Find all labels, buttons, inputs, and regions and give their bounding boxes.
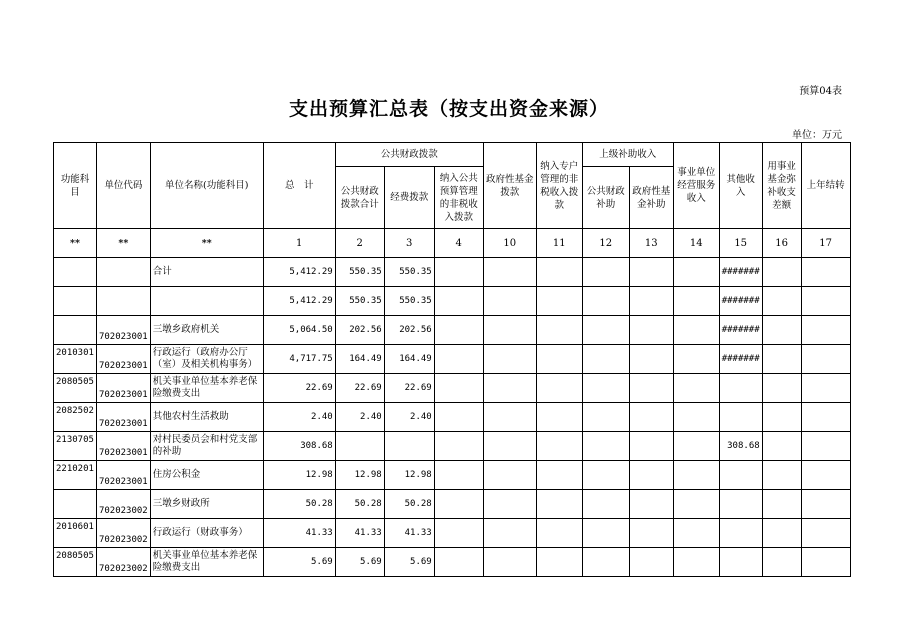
business-income-cell [673, 403, 719, 432]
unit-name-cell: 对村民委员会和村党支部的补助 [150, 432, 263, 461]
index-cell: 13 [629, 229, 673, 258]
func-code-cell [54, 316, 97, 345]
business-income-cell [673, 316, 719, 345]
gov-fund-cell [483, 316, 536, 345]
carryover-cell [801, 461, 850, 490]
pf-total-cell: 50.28 [335, 490, 384, 519]
sup-gov-fund-cell [629, 519, 673, 548]
func-code-cell [54, 287, 97, 316]
unit-name-cell: 住房公积金 [150, 461, 263, 490]
table-row [54, 287, 851, 316]
gov-fund-cell [483, 374, 536, 403]
form-number: 预算04表 [799, 86, 842, 97]
fund-offset-cell [762, 287, 801, 316]
table-row [54, 461, 851, 490]
pf-total-cell: 164.49 [335, 345, 384, 374]
pf-funds-cell: 41.33 [384, 519, 434, 548]
pf-total-cell: 550.35 [335, 258, 384, 287]
header-pf-funds: 经费拨款 [384, 167, 434, 229]
carryover-cell [801, 490, 850, 519]
fund-offset-cell [762, 374, 801, 403]
total-cell: 5.69 [263, 548, 335, 577]
pf-funds-cell: 550.35 [384, 258, 434, 287]
sup-gov-fund-cell [629, 432, 673, 461]
table-row [54, 258, 851, 287]
index-cell: 12 [582, 229, 629, 258]
table-body [54, 258, 851, 577]
unit-name-cell [150, 287, 263, 316]
table-header [54, 143, 851, 258]
other-income-cell: ####### [719, 287, 762, 316]
gov-fund-cell [483, 519, 536, 548]
header-other-income: 其他收入 [719, 143, 762, 229]
fund-offset-cell [762, 490, 801, 519]
other-income-cell [719, 403, 762, 432]
total-cell: 308.68 [263, 432, 335, 461]
total-cell: 12.98 [263, 461, 335, 490]
index-cell: ** [150, 229, 263, 258]
func-code-cell: 2082502 [54, 403, 97, 432]
sup-gov-fund-cell [629, 374, 673, 403]
fund-offset-cell [762, 548, 801, 577]
sup-public-cell [582, 519, 629, 548]
unit-code-cell: 702023001 [96, 461, 150, 490]
table-row [54, 548, 851, 577]
other-income-cell [719, 490, 762, 519]
func-code-cell: 2210201 [54, 461, 97, 490]
fund-offset-cell [762, 345, 801, 374]
table-row [54, 345, 851, 374]
unit-code-cell: 702023001 [96, 316, 150, 345]
special-nontax-cell [536, 374, 582, 403]
unit-label: 单位：万元 [792, 130, 842, 141]
header-fund-offset: 用事业基金弥补收支差额 [762, 143, 801, 229]
func-code-cell: 2080505 [54, 548, 97, 577]
pf-total-cell: 550.35 [335, 287, 384, 316]
other-income-cell [719, 461, 762, 490]
table-row [54, 403, 851, 432]
table-row [54, 490, 851, 519]
sup-gov-fund-cell [629, 287, 673, 316]
unit-name-cell: 行政运行（财政事务） [150, 519, 263, 548]
gov-fund-cell [483, 287, 536, 316]
business-income-cell [673, 519, 719, 548]
sup-public-cell [582, 548, 629, 577]
pf-nontax-cell [434, 287, 483, 316]
header-total: 总 计 [263, 143, 335, 229]
other-income-cell: 308.68 [719, 432, 762, 461]
gov-fund-cell [483, 432, 536, 461]
header-unit-code: 单位代码 [96, 143, 150, 229]
pf-nontax-cell [434, 519, 483, 548]
sup-public-cell [582, 316, 629, 345]
total-cell: 5,064.50 [263, 316, 335, 345]
carryover-cell [801, 403, 850, 432]
pf-funds-cell: 2.40 [384, 403, 434, 432]
index-cell: 1 [263, 229, 335, 258]
total-cell: 41.33 [263, 519, 335, 548]
index-cell: 4 [434, 229, 483, 258]
carryover-cell [801, 287, 850, 316]
fund-offset-cell [762, 403, 801, 432]
pf-total-cell: 202.56 [335, 316, 384, 345]
sup-public-cell [582, 403, 629, 432]
total-cell: 4,717.75 [263, 345, 335, 374]
sup-gov-fund-cell [629, 461, 673, 490]
unit-name-cell: 机关事业单位基本养老保险缴费支出 [150, 374, 263, 403]
special-nontax-cell [536, 403, 582, 432]
pf-nontax-cell [434, 258, 483, 287]
sup-gov-fund-cell [629, 345, 673, 374]
special-nontax-cell [536, 490, 582, 519]
special-nontax-cell [536, 258, 582, 287]
unit-code-cell [96, 287, 150, 316]
carryover-cell [801, 345, 850, 374]
table-row [54, 519, 851, 548]
header-special-nontax: 纳入专户管理的非税收入拨款 [536, 143, 582, 229]
index-cell: 15 [719, 229, 762, 258]
index-cell: 16 [762, 229, 801, 258]
func-code-cell [54, 490, 97, 519]
sup-gov-fund-cell [629, 548, 673, 577]
pf-funds-cell [384, 432, 434, 461]
business-income-cell [673, 374, 719, 403]
unit-name-cell: 行政运行（政府办公厅（室）及相关机构事务） [150, 345, 263, 374]
table-row [54, 374, 851, 403]
unit-code-cell: 702023002 [96, 548, 150, 577]
unit-name-cell: 三墩乡政府机关 [150, 316, 263, 345]
func-code-cell: 2130705 [54, 432, 97, 461]
unit-code-cell: 702023002 [96, 490, 150, 519]
table-row [54, 316, 851, 345]
header-unit-name: 单位名称(功能科目) [150, 143, 263, 229]
other-income-cell: ####### [719, 258, 762, 287]
unit-name-cell: 其他农村生活救助 [150, 403, 263, 432]
fund-offset-cell [762, 258, 801, 287]
business-income-cell [673, 548, 719, 577]
pf-funds-cell: 50.28 [384, 490, 434, 519]
sup-public-cell [582, 490, 629, 519]
fund-offset-cell [762, 461, 801, 490]
total-cell: 22.69 [263, 374, 335, 403]
budget-table [53, 142, 851, 577]
fund-offset-cell [762, 316, 801, 345]
unit-code-cell: 702023001 [96, 403, 150, 432]
unit-name-cell: 合计 [150, 258, 263, 287]
total-cell: 5,412.29 [263, 287, 335, 316]
pf-funds-cell: 164.49 [384, 345, 434, 374]
special-nontax-cell [536, 432, 582, 461]
pf-nontax-cell [434, 374, 483, 403]
total-cell: 2.40 [263, 403, 335, 432]
header-pf-total: 公共财政拨款合计 [335, 167, 384, 229]
special-nontax-cell [536, 519, 582, 548]
carryover-cell [801, 316, 850, 345]
pf-nontax-cell [434, 403, 483, 432]
pf-total-cell [335, 432, 384, 461]
func-code-cell: 2010301 [54, 345, 97, 374]
pf-nontax-cell [434, 461, 483, 490]
unit-code-cell: 702023001 [96, 345, 150, 374]
func-code-cell [54, 258, 97, 287]
table-row [54, 432, 851, 461]
unit-code-cell: 702023001 [96, 432, 150, 461]
func-code-cell: 2010601 [54, 519, 97, 548]
business-income-cell [673, 287, 719, 316]
header-superior: 上级补助收入 [582, 143, 673, 167]
unit-name-cell: 机关事业单位基本养老保险缴费支出 [150, 548, 263, 577]
pf-funds-cell: 22.69 [384, 374, 434, 403]
other-income-cell: ####### [719, 316, 762, 345]
sup-gov-fund-cell [629, 316, 673, 345]
sup-gov-fund-cell [629, 403, 673, 432]
unit-code-cell: 702023002 [96, 519, 150, 548]
header-sup-public: 公共财政补助 [582, 167, 629, 229]
pf-total-cell: 41.33 [335, 519, 384, 548]
sup-public-cell [582, 461, 629, 490]
pf-funds-cell: 5.69 [384, 548, 434, 577]
other-income-cell [719, 548, 762, 577]
sup-public-cell [582, 287, 629, 316]
sup-gov-fund-cell [629, 490, 673, 519]
index-cell: ** [54, 229, 97, 258]
carryover-cell [801, 519, 850, 548]
sup-public-cell [582, 432, 629, 461]
header-public-finance: 公共财政拨款 [335, 143, 483, 167]
special-nontax-cell [536, 316, 582, 345]
pf-nontax-cell [434, 490, 483, 519]
header-business-income: 事业单位经营服务收入 [673, 143, 719, 229]
pf-nontax-cell [434, 345, 483, 374]
special-nontax-cell [536, 287, 582, 316]
func-code-cell: 2080505 [54, 374, 97, 403]
gov-fund-cell [483, 403, 536, 432]
pf-nontax-cell [434, 548, 483, 577]
pf-total-cell: 22.69 [335, 374, 384, 403]
total-cell: 5,412.29 [263, 258, 335, 287]
business-income-cell [673, 432, 719, 461]
business-income-cell [673, 461, 719, 490]
special-nontax-cell [536, 461, 582, 490]
special-nontax-cell [536, 345, 582, 374]
total-cell: 50.28 [263, 490, 335, 519]
gov-fund-cell [483, 461, 536, 490]
business-income-cell [673, 258, 719, 287]
pf-total-cell: 5.69 [335, 548, 384, 577]
carryover-cell [801, 374, 850, 403]
pf-nontax-cell [434, 316, 483, 345]
header-carryover: 上年结转 [801, 143, 850, 229]
unit-code-cell [96, 258, 150, 287]
unit-name-cell: 三墩乡财政所 [150, 490, 263, 519]
pf-total-cell: 2.40 [335, 403, 384, 432]
header-gov-fund: 政府性基金拨款 [483, 143, 536, 229]
carryover-cell [801, 432, 850, 461]
gov-fund-cell [483, 490, 536, 519]
index-cell: 17 [801, 229, 850, 258]
carryover-cell [801, 548, 850, 577]
header-sup-gov-fund: 政府性基金补助 [629, 167, 673, 229]
gov-fund-cell [483, 548, 536, 577]
pf-funds-cell: 550.35 [384, 287, 434, 316]
sup-public-cell [582, 345, 629, 374]
special-nontax-cell [536, 548, 582, 577]
pf-total-cell: 12.98 [335, 461, 384, 490]
index-row [54, 229, 851, 258]
fund-offset-cell [762, 519, 801, 548]
sup-public-cell [582, 374, 629, 403]
header-pf-nontax: 纳入公共预算管理的非税收入拨款 [434, 167, 483, 229]
index-cell: 11 [536, 229, 582, 258]
index-cell: ** [96, 229, 150, 258]
index-cell: 10 [483, 229, 536, 258]
gov-fund-cell [483, 345, 536, 374]
index-cell: 14 [673, 229, 719, 258]
index-cell: 3 [384, 229, 434, 258]
unit-code-cell: 702023001 [96, 374, 150, 403]
pf-nontax-cell [434, 432, 483, 461]
business-income-cell [673, 345, 719, 374]
index-cell: 2 [335, 229, 384, 258]
sup-gov-fund-cell [629, 258, 673, 287]
page-title: 支出预算汇总表（按支出资金来源） [288, 98, 609, 120]
pf-funds-cell: 12.98 [384, 461, 434, 490]
pf-funds-cell: 202.56 [384, 316, 434, 345]
other-income-cell [719, 374, 762, 403]
header-func-code: 功能科目 [54, 143, 97, 229]
sup-public-cell [582, 258, 629, 287]
other-income-cell: ####### [719, 345, 762, 374]
business-income-cell [673, 490, 719, 519]
carryover-cell [801, 258, 850, 287]
other-income-cell [719, 519, 762, 548]
fund-offset-cell [762, 432, 801, 461]
gov-fund-cell [483, 258, 536, 287]
